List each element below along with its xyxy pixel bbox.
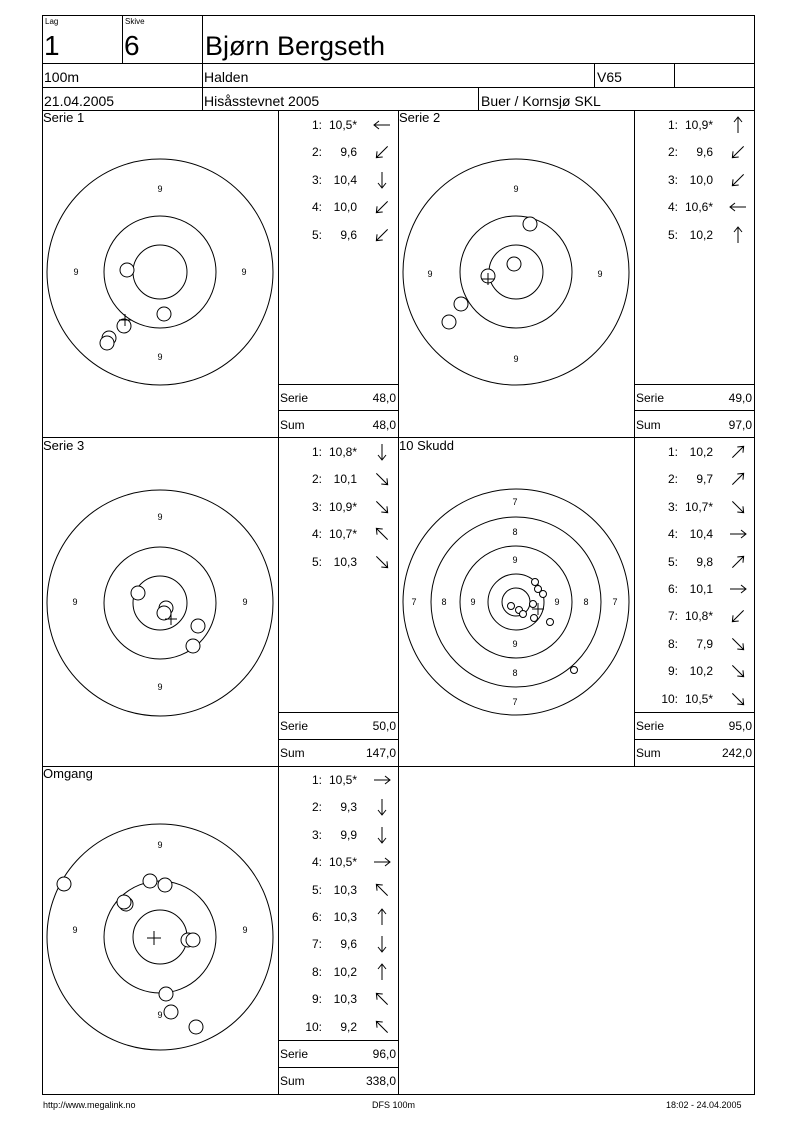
shot-direction-arrow-icon (373, 1018, 391, 1036)
ring-label: 9 (512, 639, 518, 649)
ring-label: 9 (554, 597, 560, 607)
shot-value: 9,9 (340, 827, 357, 842)
shot-direction-arrow-icon (373, 525, 391, 543)
ring-label: 9 (157, 1010, 163, 1020)
shot-value: 9,3 (340, 800, 357, 815)
panel-title-serie-3: Serie 3 (43, 438, 85, 453)
serie-label: Serie (280, 391, 309, 405)
shot-number: 5: (311, 227, 322, 242)
serie-label: Serie (280, 719, 309, 733)
shot-value: 10,5* (684, 691, 713, 706)
shot-value: 10,3 (333, 992, 357, 1007)
skive-label: Skive (125, 17, 145, 26)
shot-hole (120, 263, 134, 277)
shot-value: 10,6* (684, 200, 713, 215)
serie-label: Serie (636, 391, 665, 405)
shot-direction-arrow-icon (729, 635, 747, 653)
panel-title-serie-1: Serie 1 (43, 110, 85, 125)
shot-value: 10,0 (333, 200, 357, 215)
target-serie-2 (402, 158, 630, 386)
shot-value: 10,2 (689, 227, 713, 242)
shot-value: 10,3 (333, 554, 357, 569)
sum-label: Sum (636, 746, 661, 760)
shot-value: 7,9 (696, 636, 713, 651)
target-10-skudd (402, 488, 630, 716)
shot-number: 3: (667, 499, 678, 514)
serie-value: 50,0 (372, 719, 396, 733)
shot-number: 3: (311, 499, 322, 514)
shooter-name: Bjørn Bergseth (205, 31, 386, 61)
lag-label: Lag (45, 17, 59, 26)
shot-number: 9: (311, 992, 322, 1007)
shot-number: 3: (667, 172, 678, 187)
panel-title-omgang: Omgang (43, 766, 93, 781)
ring-label: 9 (513, 354, 519, 364)
shot-value: 10,8* (328, 445, 357, 459)
serie-label: Serie (280, 1047, 309, 1061)
shot-hole (189, 1020, 203, 1034)
sum-value: 242,0 (721, 746, 752, 760)
shot-direction-arrow-icon (373, 470, 391, 488)
sum-value: 147,0 (365, 746, 396, 760)
ring-label: 9 (512, 555, 518, 565)
shot-number: 4: (311, 527, 322, 542)
shot-direction-arrow-icon (729, 143, 747, 161)
shot-number: 3: (311, 172, 322, 187)
shot-direction-arrow-icon (373, 881, 391, 899)
shot-number: 6: (311, 910, 322, 924)
shot-direction-arrow-icon (373, 498, 391, 516)
footer-printed: 18:02 - 24.04.2005 (666, 1100, 742, 1110)
shot-direction-arrow-icon (729, 116, 747, 134)
shot-number: 4: (311, 200, 322, 215)
ring-label: 9 (73, 267, 79, 277)
shot-value: 9,6 (340, 937, 357, 952)
shot-direction-arrow-icon (373, 935, 391, 953)
serie-value: 48,0 (372, 391, 396, 405)
sum-value: 338,0 (365, 1074, 396, 1088)
shot-direction-arrow-icon (729, 662, 747, 680)
shot-hole (442, 315, 456, 329)
shot-direction-arrow-icon (729, 498, 747, 516)
shot-number: 1: (667, 118, 678, 132)
ring-label: 9 (597, 269, 603, 279)
shot-direction-arrow-icon (373, 798, 391, 816)
shot-number: 10: (305, 1019, 322, 1034)
sum-label: Sum (280, 746, 305, 760)
shot-value: 9,8 (696, 554, 713, 569)
shot-number: 5: (311, 882, 322, 897)
sum-value: 97,0 (728, 418, 752, 432)
shot-hole (158, 878, 172, 892)
shot-value: 9,6 (340, 145, 357, 160)
shot-direction-arrow-icon (729, 525, 747, 543)
lag-value: 1 (44, 30, 60, 61)
panel-title-serie-2: Serie 2 (399, 110, 441, 125)
ring-label: 7 (411, 597, 417, 607)
shooter-class: V65 (597, 69, 622, 85)
shot-value: 10,0 (689, 172, 713, 187)
shot-direction-arrow-icon (373, 443, 391, 461)
sum-value: 48,0 (372, 418, 396, 432)
shot-direction-arrow-icon (729, 690, 747, 708)
shot-number: 5: (667, 554, 678, 569)
shot-direction-arrow-icon (373, 826, 391, 844)
shot-value: 10,1 (333, 472, 357, 487)
shot-hole (117, 319, 131, 333)
shot-number: 1: (667, 445, 678, 459)
target-serie-3 (46, 489, 274, 717)
shot-number: 2: (311, 800, 322, 815)
shot-hole (191, 619, 205, 633)
shot-value: 9,6 (696, 145, 713, 160)
shot-value: 10,5* (328, 773, 357, 787)
shot-hole (157, 606, 171, 620)
target-omgang (46, 823, 274, 1051)
shot-direction-arrow-icon (373, 771, 391, 789)
shot-direction-arrow-icon (373, 553, 391, 571)
shot-value: 10,8* (684, 609, 713, 624)
distance: 100m (44, 69, 80, 85)
shot-value: 10,4 (333, 172, 357, 187)
ring-label: 9 (157, 184, 163, 194)
sum-label: Sum (280, 418, 305, 432)
ring-label: 7 (512, 497, 518, 507)
shot-number: 1: (311, 773, 322, 787)
shot-hole (520, 611, 527, 618)
shot-hole (57, 877, 71, 891)
ring-label: 7 (512, 697, 518, 707)
ring-label: 8 (583, 597, 589, 607)
ring-label: 9 (157, 512, 163, 522)
ring-label: 8 (441, 597, 447, 607)
ring-label: 9 (72, 597, 78, 607)
sum-label: Sum (280, 1074, 305, 1088)
ring-label: 9 (157, 352, 163, 362)
shot-value: 10,4 (689, 527, 713, 542)
shot-direction-arrow-icon (373, 963, 391, 981)
club-place: Halden (204, 69, 249, 85)
ring-label: 9 (470, 597, 476, 607)
shot-number: 7: (667, 609, 678, 624)
ring-label: 9 (242, 597, 248, 607)
shot-value: 9,2 (340, 1019, 357, 1034)
shot-value: 10,2 (689, 445, 713, 459)
date: 21.04.2005 (44, 93, 115, 109)
shot-hole (100, 336, 114, 350)
sum-label: Sum (636, 418, 661, 432)
shot-value: 10,3 (333, 910, 357, 924)
shot-number: 10: (661, 691, 678, 706)
ring-label: 9 (242, 925, 248, 935)
shot-number: 2: (667, 145, 678, 160)
shot-direction-arrow-icon (373, 198, 391, 216)
shot-direction-arrow-icon (729, 171, 747, 189)
shot-number: 6: (667, 582, 678, 596)
serie-value: 96,0 (372, 1047, 396, 1061)
shot-hole (143, 874, 157, 888)
ring-label: 9 (157, 682, 163, 692)
shot-hole (164, 1005, 178, 1019)
shot-hole (571, 667, 578, 674)
shot-number: 4: (667, 200, 678, 215)
shot-number: 5: (311, 554, 322, 569)
shot-direction-arrow-icon (373, 908, 391, 926)
shot-hole (117, 895, 131, 909)
shot-hole (532, 579, 539, 586)
ring-label: 8 (512, 527, 518, 537)
shot-direction-arrow-icon (729, 607, 747, 625)
shot-hole (507, 257, 521, 271)
shot-hole (531, 615, 538, 622)
shot-hole (186, 639, 200, 653)
serie-value: 49,0 (728, 391, 752, 405)
shot-hole (523, 217, 537, 231)
shot-value: 10,3 (333, 882, 357, 897)
shot-direction-arrow-icon (729, 226, 747, 244)
shot-value: 10,7* (684, 499, 713, 514)
shot-direction-arrow-icon (729, 198, 747, 216)
footer-program: DFS 100m (372, 1100, 416, 1110)
shot-number: 4: (311, 855, 322, 870)
shot-number: 2: (311, 472, 322, 487)
ring-label: 7 (612, 597, 618, 607)
shot-direction-arrow-icon (729, 553, 747, 571)
shot-value: 10,5* (328, 855, 357, 870)
shot-hole (530, 601, 537, 608)
ring-label: 9 (157, 840, 163, 850)
serie-value: 95,0 (728, 719, 752, 733)
shot-direction-arrow-icon (729, 580, 747, 598)
shot-direction-arrow-icon (373, 143, 391, 161)
ring-label: 8 (512, 668, 518, 678)
shot-direction-arrow-icon (729, 443, 747, 461)
shot-value: 10,1 (689, 582, 713, 596)
shot-hole (159, 987, 173, 1001)
shot-number: 1: (311, 445, 322, 459)
shot-direction-arrow-icon (373, 226, 391, 244)
shot-direction-arrow-icon (729, 470, 747, 488)
shot-hole (547, 619, 554, 626)
ring-label: 9 (241, 267, 247, 277)
shot-direction-arrow-icon (373, 853, 391, 871)
target-serie-1 (46, 158, 274, 386)
shot-number: 2: (311, 145, 322, 160)
shot-number: 3: (311, 827, 322, 842)
footer-url[interactable]: http://www.megalink.no (43, 1100, 136, 1110)
ring-label: 9 (513, 184, 519, 194)
serie-label: Serie (636, 719, 665, 733)
shot-hole (157, 307, 171, 321)
skive-value: 6 (124, 30, 140, 61)
shot-direction-arrow-icon (373, 990, 391, 1008)
shot-number: 8: (667, 636, 678, 651)
shot-hole (131, 586, 145, 600)
shot-direction-arrow-icon (373, 171, 391, 189)
shot-number: 7: (311, 937, 322, 952)
panel-title-10-skudd: 10 Skudd (399, 438, 454, 453)
shot-direction-arrow-icon (373, 116, 391, 134)
shot-value: 10,2 (689, 664, 713, 679)
shot-value: 10,2 (333, 964, 357, 979)
mean-point-cross (147, 931, 161, 945)
shot-hole (454, 297, 468, 311)
shot-number: 2: (667, 472, 678, 487)
shot-hole (186, 933, 200, 947)
shot-value: 9,6 (340, 227, 357, 242)
shot-value: 9,7 (696, 472, 713, 487)
shot-number: 9: (667, 664, 678, 679)
shot-value: 10,9* (684, 118, 713, 132)
ring-label: 9 (427, 269, 433, 279)
ring-label: 9 (72, 925, 78, 935)
team-name: Buer / Kornsjø SKL (481, 93, 601, 109)
shot-number: 8: (311, 964, 322, 979)
event-name: Hisåsstevnet 2005 (204, 93, 320, 109)
shot-value: 10,5* (328, 118, 357, 132)
shot-value: 10,9* (328, 499, 357, 514)
shot-hole (540, 591, 547, 598)
shot-number: 1: (311, 118, 322, 132)
shot-hole (508, 603, 515, 610)
shot-value: 10,7* (328, 527, 357, 542)
shot-number: 5: (667, 227, 678, 242)
shot-number: 4: (667, 527, 678, 542)
